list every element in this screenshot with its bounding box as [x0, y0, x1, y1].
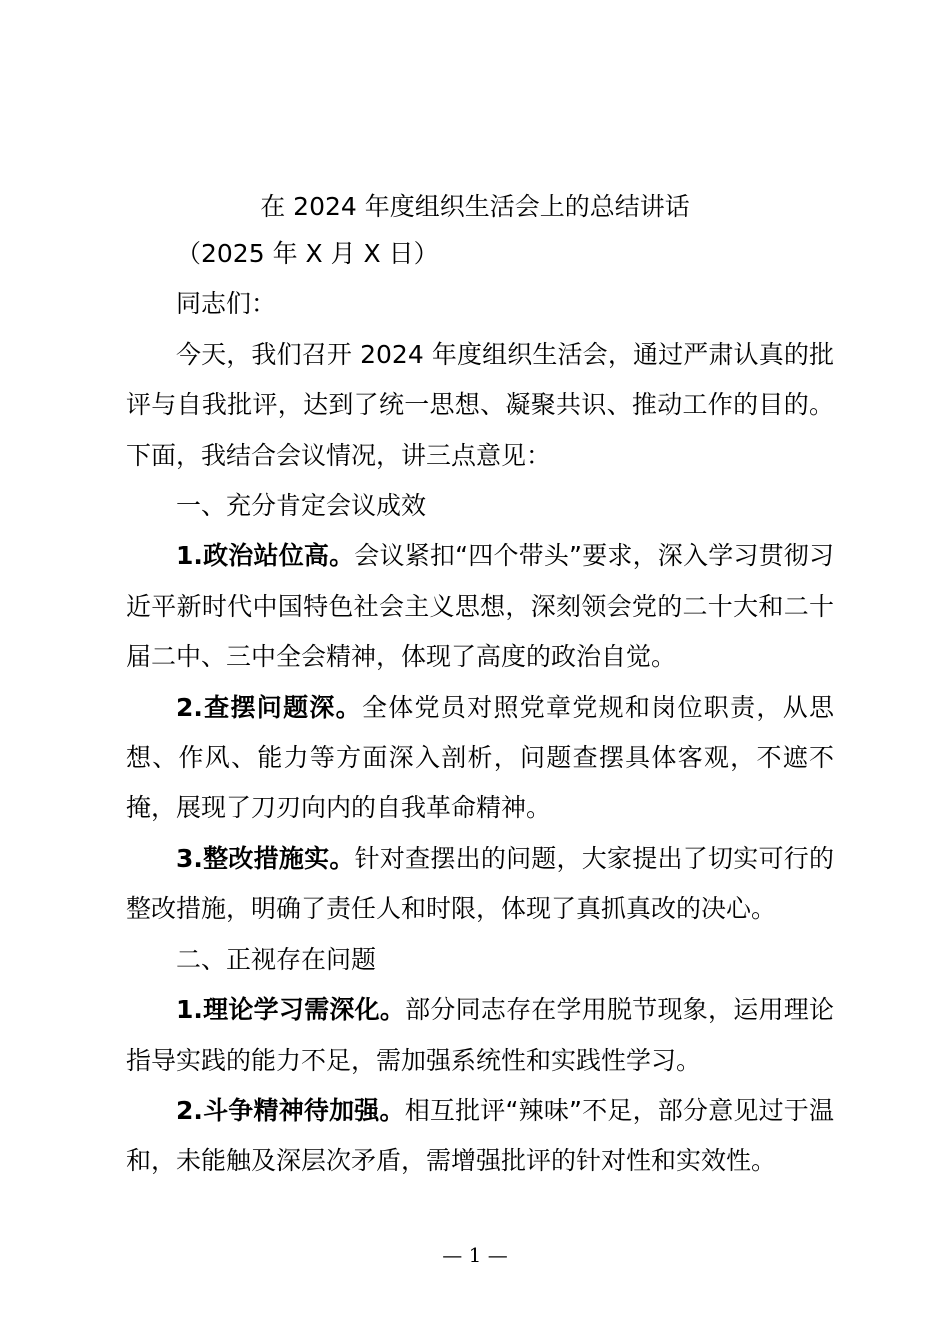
salutation: 同志们： [176, 289, 277, 319]
item-lead: 1.政治站位高。 [176, 541, 355, 571]
section-item [126, 683, 834, 834]
section-item [126, 1086, 834, 1187]
document-body [126, 229, 834, 1187]
page-number: — 1 — [442, 1243, 508, 1267]
document-date: （2025 年 X 月 X 日） [176, 239, 439, 268]
item-text: 部分同志存在学用脱节现象，运用理论指导实践的能力不足，需加强系统性和实践性学习。 [126, 995, 834, 1075]
item-text: 会议紧扣“四个带头”要求，深入学习贯彻习近平新时代中国特色社会主义思想，深刻领会党的二十大和二十届二中、三中全会精神，体现了高度的政治自觉。 [126, 541, 834, 672]
intro-paragraph: 今天，我们召开 2024 年度组织生活会，通过严肃认真的批评与自我批评，达到了统一思想、凝聚共识、推动工作的目的。下面，我结合会议情况，讲三点意见： [126, 339, 834, 470]
item-lead: 3.整改措施实。 [176, 843, 355, 873]
item-lead: 2.查摆问题深。 [176, 692, 362, 722]
item-text: 针对查摆出的问题，大家提出了切实可行的整改措施，明确了责任人和时限，体现了真抓真改的决心。 [126, 843, 834, 924]
document-title: 在 2024 年度组织生活会上的总结讲话 [260, 192, 690, 221]
item-text: 相互批评“辣味”不足，部分意见过于温和，未能触及深层次矛盾，需增强批评的针对性和实效性。 [126, 1095, 834, 1176]
section-heading: 一、充分肯定会议成效 [176, 491, 427, 521]
section-heading: 二、正视存在问题 [176, 944, 377, 974]
section-item [126, 531, 834, 682]
item-lead: 2.斗争精神待加强。 [176, 1095, 405, 1125]
section-item [126, 834, 834, 935]
section-item [126, 985, 834, 1086]
item-lead: 1.理论学习需深化。 [176, 995, 406, 1025]
item-text: 全体党员对照党章党规和岗位职责，从思想、作风、能力等方面深入剖析，问题查摆具体客观，不遮不掩，展现了刀刃向内的自我革命精神。 [126, 692, 834, 823]
